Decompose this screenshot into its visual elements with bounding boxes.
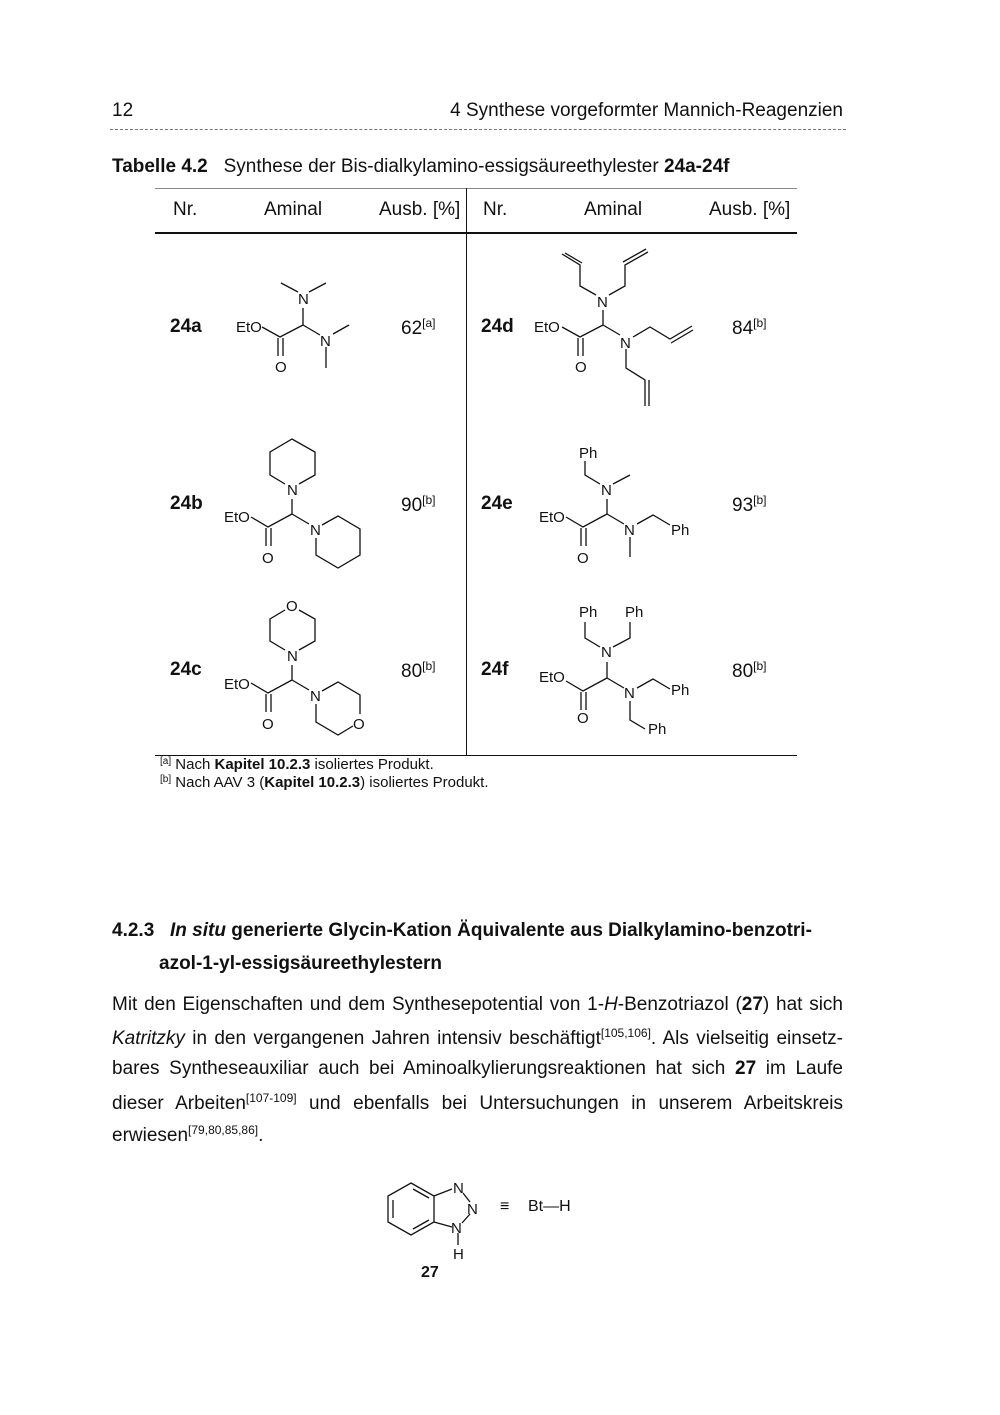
nitrogen-label: N [453,1180,464,1197]
hydrogen-label: H [453,1246,464,1263]
nitrogen-label: N [467,1201,478,1218]
structure-benzotriazole-27 [388,1180,478,1263]
phenyl-label: Ph [671,682,690,699]
yield-24e: 93[b] [732,493,767,516]
ethoxy-label: EtO [534,319,560,336]
column-header-nr-left: Nr. [173,199,198,220]
compound-number-24a: 24a [170,316,202,337]
oxygen-label: O [353,716,365,733]
footnote-a: [a] Nach Kapitel 10.2.3 isoliertes Produkt. [160,756,434,773]
compound-number-27: 27 [421,1264,439,1281]
phenyl-label: Ph [579,445,598,462]
table-caption-text: Synthese der Bis-dialkylamino-essigsäureethylester [223,156,659,177]
paragraph-line-4: dieser Arbeiten[107-109] und ebenfalls bei Untersuchungen in unserem Arbeitskreis [112,1091,843,1114]
table-caption-compounds: 24a-24f [663,156,730,177]
nitrogen-label: N [601,644,612,661]
yield-24a: 62[a] [401,316,436,339]
oxygen-label: O [262,716,274,733]
oxygen-label: O [575,359,587,376]
nitrogen-label: N [620,335,631,352]
yield-24f: 80[b] [732,659,767,682]
compound-number-24b: 24b [170,493,203,514]
phenyl-label: Ph [648,721,667,738]
section-title-line-1: In situ generierte Glycin-Kation Äquivalente aus Dialkylamino-benzotri- [170,920,812,941]
ethoxy-label: EtO [224,509,250,526]
nitrogen-label: N [310,522,321,539]
nitrogen-label: N [287,482,298,499]
nitrogen-label: N [287,648,298,665]
nitrogen-label: N [624,522,635,539]
table-caption-label: Tabelle 4.2 [112,156,208,177]
compound-number-24c: 24c [170,659,202,680]
ethoxy-label: EtO [236,319,262,336]
running-title: 4 Synthese vorgeformter Mannich-Reagenzien [450,100,843,121]
yield-24b: 90[b] [401,493,436,516]
nitrogen-label: N [451,1220,462,1237]
phenyl-label: Ph [579,604,598,621]
nitrogen-label: N [310,688,321,705]
equivalence-symbol: ≡ [500,1198,510,1215]
oxygen-label: O [262,550,274,567]
paragraph-line-2: Katritzky in den vergangenen Jahren intensiv beschäftigt[105,106]. Als vielseitig einsetz- [112,1026,844,1049]
ethoxy-label: EtO [224,676,250,693]
column-header-nr-right: Nr. [483,199,508,220]
section-number: 4.2.3 [112,920,155,941]
paragraph-line-5: erwiesen[79,80,85,86]. [112,1123,264,1146]
page-number: 12 [112,100,134,121]
paragraph-line-1: Mit den Eigenschaften und dem Synthesepotential von 1-H-Benzotriazol (27) hat sich [112,994,843,1015]
bt-h-abbreviation: Bt—H [528,1198,571,1215]
nitrogen-label: N [298,291,309,308]
ethoxy-label: EtO [539,509,565,526]
nitrogen-label: N [601,482,612,499]
oxygen-label: O [577,710,589,727]
structure-24f [539,604,689,738]
nitrogen-label: N [624,685,635,702]
compound-number-24e: 24e [481,493,513,514]
paragraph-line-3: bares Syntheseauxiliar auch bei Aminoalkylierungsreaktionen hat sich 27 im Laufe [112,1058,844,1079]
structure-24e [539,445,689,567]
oxygen-label: O [286,598,298,615]
column-header-aminal-left: Aminal [264,199,323,220]
structure-24d [534,249,693,406]
structure-24a [236,283,349,376]
structure-24c [224,598,365,735]
yield-24c: 80[b] [401,659,436,682]
column-header-aminal-right: Aminal [584,199,643,220]
phenyl-label: Ph [671,522,690,539]
compound-number-24d: 24d [481,316,514,337]
oxygen-label: O [275,359,287,376]
yield-24d: 84[b] [732,316,767,339]
section-title-line-2: azol-1-yl-essigsäureethylestern [159,953,443,974]
phenyl-label: Ph [625,604,644,621]
nitrogen-label: N [320,333,331,350]
column-header-yield-right: Ausb. [%] [709,199,791,220]
footnote-b: [b] Nach AAV 3 (Kapitel 10.2.3) isoliertes Produkt. [160,774,489,791]
structure-24b [224,439,360,568]
column-header-yield-left: Ausb. [%] [379,199,461,220]
ethoxy-label: EtO [539,669,565,686]
nitrogen-label: N [597,294,608,311]
oxygen-label: O [577,550,589,567]
compound-number-24f: 24f [481,659,509,680]
